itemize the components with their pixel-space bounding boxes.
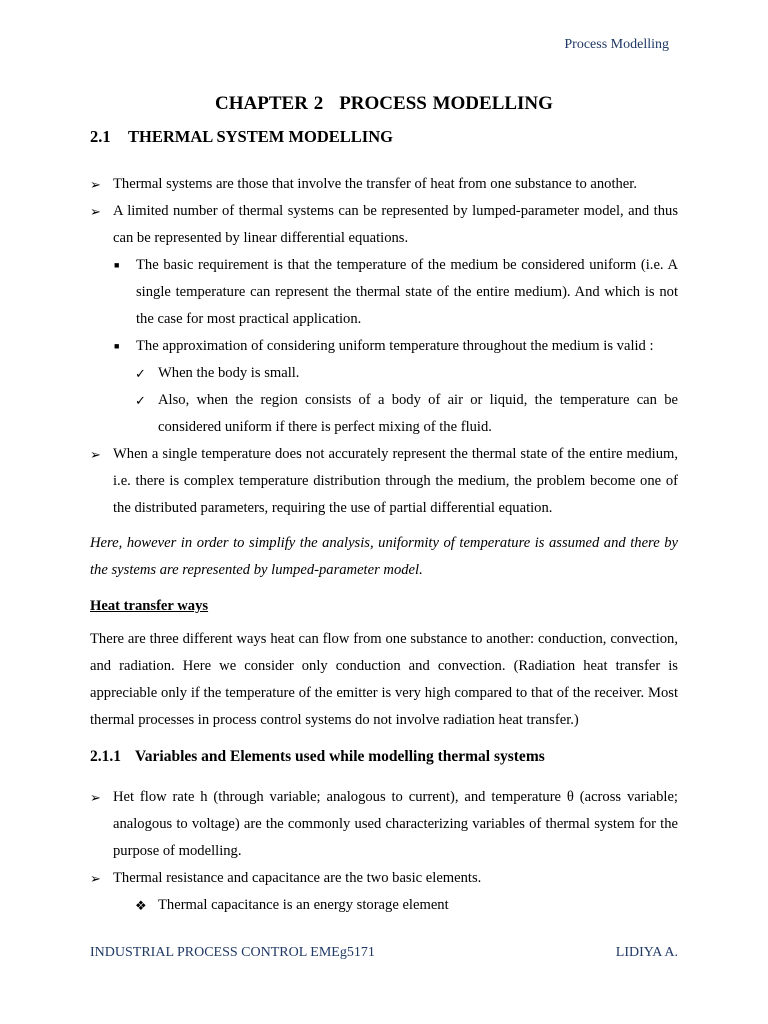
page-content <box>90 93 678 919</box>
list-item: ➢ Het flow rate h (through variable; analogous to current), and temperature θ (across variable; analogous to voltage) are the commonly used characterizing variables of thermal system for the purpose of modelling. <box>90 784 678 865</box>
check-icon: ✓ <box>135 393 146 408</box>
arrow-bullet-icon: ➢ <box>90 447 101 462</box>
chapter-title <box>90 93 678 115</box>
arrow-bullet-icon: ➢ <box>90 871 101 886</box>
subsection-title: Variables and Elements used while modelling thermal systems <box>135 748 545 765</box>
chapter-number: CHAPTER 2 <box>215 93 324 114</box>
list-item: ❖ Thermal capacitance is an energy storage element <box>90 892 678 919</box>
section-number: 2.1 <box>90 127 111 146</box>
list-item: ✓ When the body is small. <box>90 360 678 387</box>
running-header: Process Modelling <box>564 37 669 52</box>
section-title: THERMAL SYSTEM MODELLING <box>128 127 393 146</box>
arrow-bullet-icon: ➢ <box>90 177 101 192</box>
page-footer <box>90 945 678 961</box>
footer-course: INDUSTRIAL PROCESS CONTROL EMEg5171 <box>90 945 375 960</box>
footer-author: LIDIYA A. <box>615 945 678 960</box>
list-item: ➢ A limited number of thermal systems can be represented by lumped-parameter model, and thus can be represented by linear differential equations. <box>90 198 678 252</box>
list-item: ■ The basic requirement is that the temperature of the medium be considered uniform (i.e. A single temperature can represent the thermal state of the entire medium). And which is not the case for most practical application. <box>90 252 678 333</box>
subsection-number: 2.1.1 <box>90 748 121 765</box>
diamond-bullet-icon: ❖ <box>135 898 147 913</box>
check-icon: ✓ <box>135 366 146 381</box>
list-item: ➢ When a single temperature does not accurately represent the thermal state of the entire medium, i.e. there is complex temperature distribution through the medium, the problem become one of the distributed parameters, requiring the use of partial differential equation. <box>90 441 678 522</box>
arrow-bullet-icon: ➢ <box>90 204 101 219</box>
subsection-heading <box>90 748 678 766</box>
italic-note: Here, however in order to simplify the analysis, uniformity of temperature is assumed and there by the systems are represented by lumped-parameter model. <box>90 535 678 578</box>
square-bullet-icon: ■ <box>114 260 120 270</box>
heat-transfer-heading: Heat transfer ways <box>90 598 209 614</box>
square-bullet-icon: ■ <box>114 341 120 351</box>
chapter-name: PROCESS MODELLING <box>339 93 553 114</box>
heat-transfer-paragraph: There are three different ways heat can flow from one substance to another: conduction, convection, and radiation. Here we consider only conduction and convection. (Radiation heat transfer is appreciable only if the temperature of the emitter is very high compared to that of the receiver. Most thermal processes in process control systems do not involve radiation heat transfer.) <box>90 631 678 728</box>
list-item: ➢ Thermal resistance and capacitance are the two basic elements. <box>90 865 678 892</box>
arrow-bullet-icon: ➢ <box>90 790 101 805</box>
section-heading <box>90 127 678 147</box>
list-item: ■ The approximation of considering uniform temperature throughout the medium is valid : <box>90 333 678 360</box>
list-item: ✓ Also, when the region consists of a body of air or liquid, the temperature can be considered uniform if there is perfect mixing of the fluid. <box>90 387 678 441</box>
list-item: ➢ Thermal systems are those that involve the transfer of heat from one substance to another. <box>90 171 678 198</box>
